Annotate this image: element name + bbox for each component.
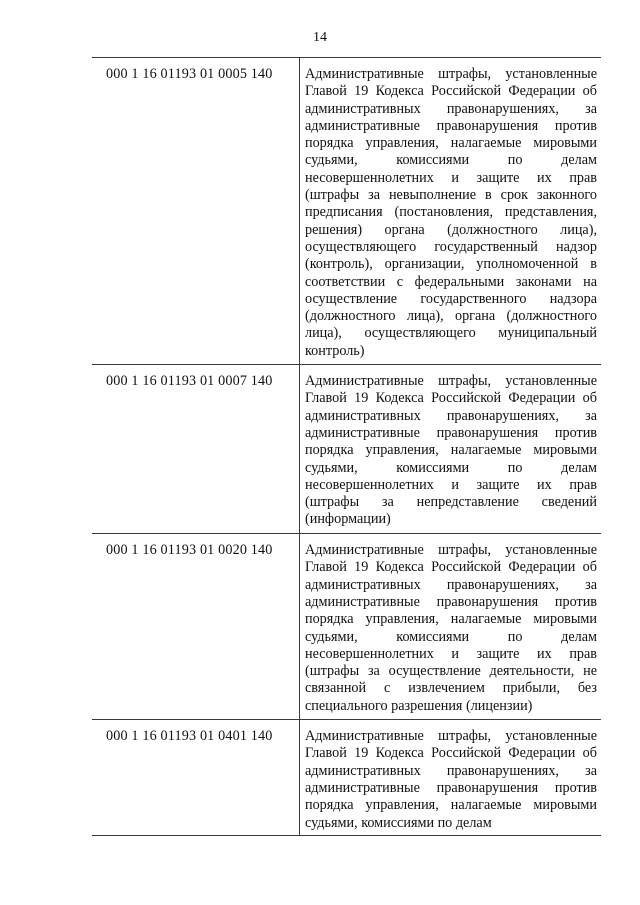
budget-code-cell: 000 1 16 01193 01 0007 140	[92, 365, 300, 534]
table-row	[92, 365, 601, 534]
page-number: 14	[313, 30, 327, 45]
table-row	[92, 534, 601, 720]
budget-codes-table	[92, 57, 601, 836]
description-cell	[300, 720, 602, 836]
table-row	[92, 720, 601, 836]
table-row	[92, 58, 601, 365]
description-cell: Административные штрафы, установленные Главой 19 Кодекса Российской Федерации об административных правонарушениях, за административные правонарушения против порядка управления, налагаемые мировыми судьями, комиссиями по делам несовершеннолетних и защите их прав (штрафы за непредставление сведений (информации)	[300, 365, 602, 534]
budget-code-cell: 000 1 16 01193 01 0401 140	[92, 720, 300, 836]
description-cell: Административные штрафы, установленные Главой 19 Кодекса Российской Федерации об административных правонарушениях, за административные правонарушения против порядка управления, налагаемые мировыми судьями, комиссиями по делам несовершеннолетних и защите их прав (штрафы за осуществление деятельности, не связанной с извлечением прибыли, без специального разрешения (лицензии)	[300, 534, 602, 720]
budget-code-cell: 000 1 16 01193 01 0020 140	[92, 534, 300, 720]
description-cell: Административные штрафы, установленные Главой 19 Кодекса Российской Федерации об административных правонарушениях, за административные правонарушения против порядка управления, налагаемые мировыми судьями, комиссиями по делам несовершеннолетних и защите их прав (штрафы за невыполнение в срок законного предписания (постановления, представления, решения) органа (должностного лица), осуществляющего государственный надзор (контроль), организации, уполномоченной в соответствии с федеральными законами на осуществление государственного надзора (должностного лица), органа (должностного лица), осуществляющего муниципальный контроль)	[300, 58, 602, 365]
description-text: Административные штрафы, установленные Главой 19 Кодекса Российской Федерации об административных правонарушениях, за административные правонарушения против порядка управления, налагаемые мировыми судьями, комиссиями по делам	[305, 728, 597, 831]
budget-code-cell: 000 1 16 01193 01 0005 140	[92, 58, 300, 365]
